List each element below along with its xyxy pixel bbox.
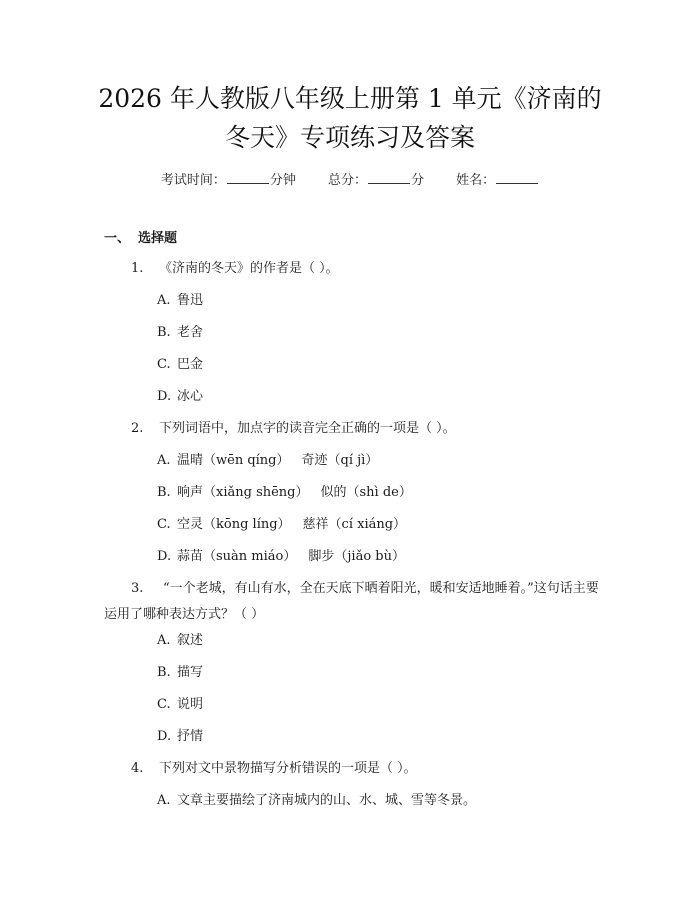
q3-option-d — [157, 728, 203, 746]
option-text: 说明 — [177, 697, 204, 712]
q3-option-c — [157, 696, 203, 714]
q1-option-c — [157, 356, 203, 374]
total-score-unit: 分 — [411, 173, 425, 188]
section-title: 选择题 — [138, 231, 178, 246]
question-number: 1. — [131, 261, 144, 276]
q2-option-a — [157, 452, 378, 470]
option-text-2: 奇迹（qí jì） — [301, 453, 379, 468]
option-letter: D. — [157, 389, 172, 404]
exam-time-blank — [227, 169, 269, 184]
option-letter: A. — [157, 453, 171, 468]
option-text: 冰心 — [177, 389, 204, 404]
option-text-2: 慈祥（cí xiáng） — [302, 517, 407, 532]
question-text: 下列对文中景物描写分析错误的一项是（ ）。 — [159, 761, 417, 776]
q3-option-a — [157, 632, 203, 650]
question-text: 《济南的冬天》的作者是（ ）。 — [159, 261, 339, 276]
q2-option-c — [157, 516, 406, 534]
option-letter: B. — [157, 665, 171, 680]
option-text-2: 似的（shì de） — [320, 485, 412, 500]
option-letter: A. — [157, 633, 171, 648]
option-letter: C. — [157, 517, 171, 532]
name-blank — [496, 169, 538, 184]
name-field — [456, 169, 539, 190]
option-text: 叙述 — [177, 633, 204, 648]
question-2 — [131, 420, 456, 438]
q4-option-a — [157, 792, 476, 810]
exam-time-label: 考试时间： — [160, 173, 226, 188]
exam-info-row — [0, 169, 700, 190]
q3-option-b — [157, 664, 203, 682]
option-letter: B. — [157, 325, 171, 340]
q1-option-d — [157, 388, 203, 406]
total-score-label: 总分： — [327, 173, 367, 188]
option-text: 响声（xiǎng shēng） — [177, 485, 309, 500]
total-score-blank — [368, 169, 410, 184]
document-title-line-1: 2026 年人教版八年级上册第 1 单元《济南的 — [98, 84, 602, 113]
option-letter: B. — [157, 485, 171, 500]
option-text: 巴金 — [177, 357, 204, 372]
option-letter: D. — [157, 549, 172, 564]
question-number: 3. — [131, 581, 144, 596]
q2-option-b — [157, 484, 412, 502]
option-text: 描写 — [177, 665, 204, 680]
option-text: 温晴（wēn qíng） — [177, 453, 290, 468]
q1-option-b — [157, 324, 203, 342]
option-text: 抒情 — [177, 729, 204, 744]
option-letter: A. — [157, 293, 171, 308]
option-letter: D. — [157, 729, 172, 744]
option-text: 空灵（kōng líng） — [177, 517, 291, 532]
option-text: 文章主要描绘了济南城内的山、水、城、雪等冬景。 — [177, 793, 477, 808]
question-number: 2. — [131, 421, 144, 436]
question-number: 4. — [131, 761, 144, 776]
option-text-2: 脚步（jiǎo bù） — [308, 549, 405, 564]
q1-option-a — [157, 292, 203, 310]
total-score-field — [328, 169, 424, 190]
section-number: 一、 — [104, 231, 131, 246]
exam-time-unit: 分钟 — [269, 173, 296, 188]
option-letter: C. — [157, 357, 171, 372]
question-text: 下列词语中，加点字的读音完全正确的一项是（ ）。 — [159, 421, 456, 436]
question-3 — [104, 576, 604, 628]
option-letter: C. — [157, 697, 171, 712]
question-4 — [131, 760, 417, 778]
question-text: “一个老城，有山有水，全在天底下晒着阳光，暖和安适地睡着。”这句话主要运用了哪种表达方式？（ ） — [104, 581, 599, 622]
q2-option-d — [157, 548, 405, 566]
option-text: 鲁迅 — [177, 293, 204, 308]
name-label: 姓名： — [456, 173, 496, 188]
option-text: 老舍 — [177, 325, 204, 340]
option-letter: A. — [157, 793, 171, 808]
question-1 — [131, 260, 339, 278]
section-heading — [104, 230, 177, 248]
option-text: 蒜苗（suàn miáo） — [177, 549, 297, 564]
document-title-line-2: 冬天》专项练习及答案 — [224, 123, 475, 152]
exam-time-field — [161, 169, 296, 190]
